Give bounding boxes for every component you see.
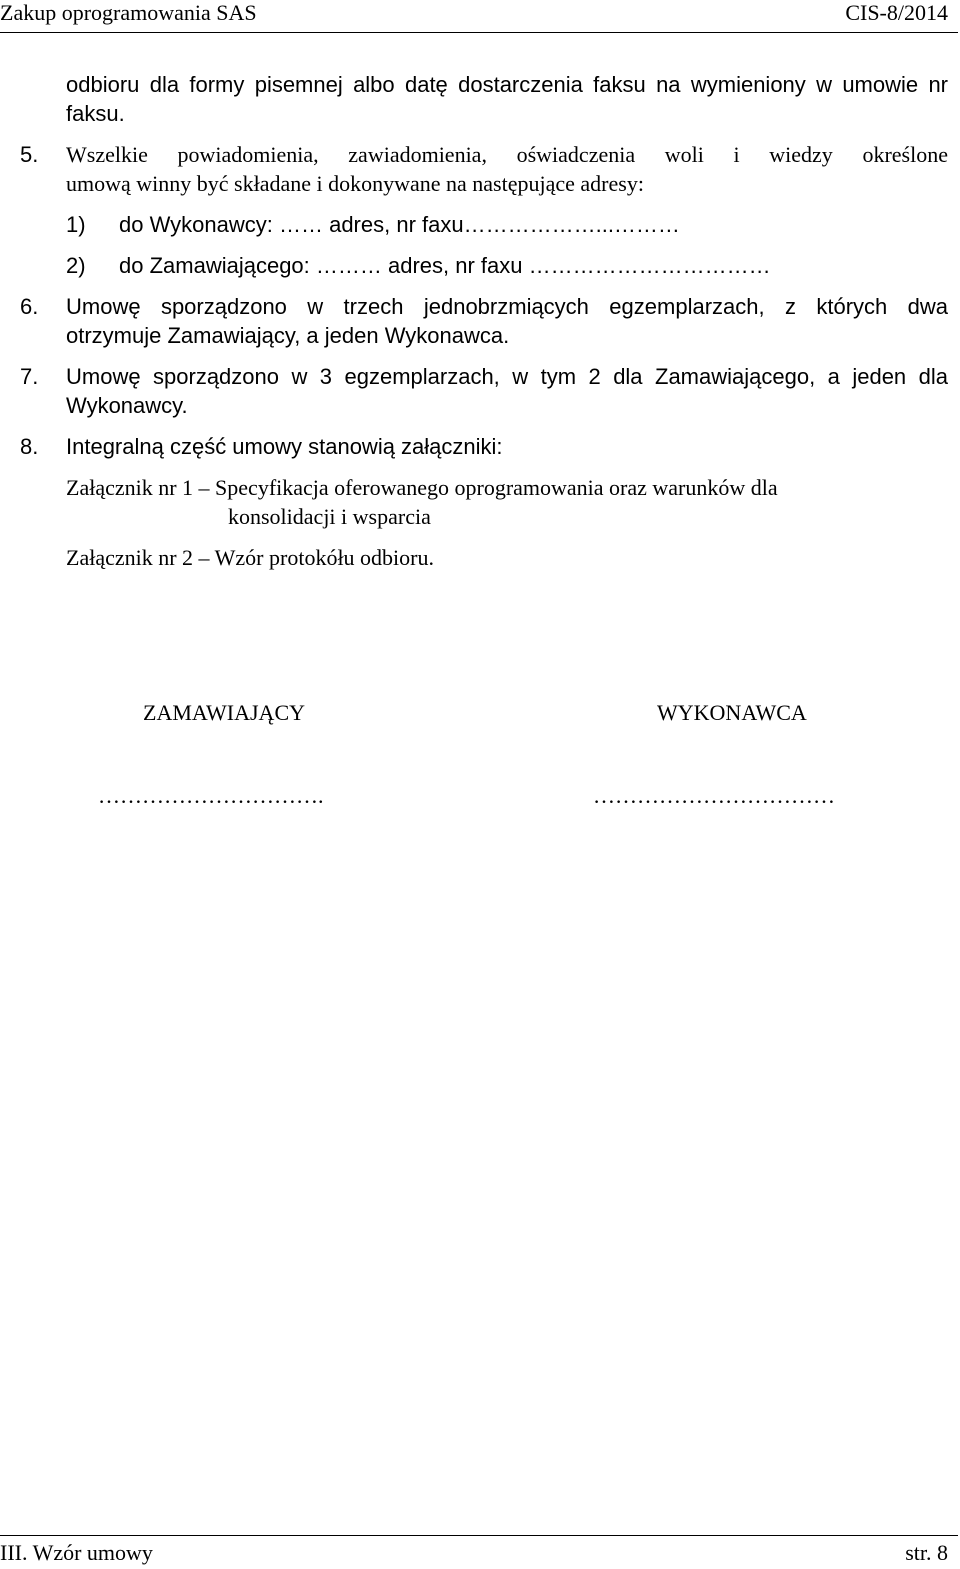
paragraph-continuation-line2: faksu. [66, 101, 125, 126]
paragraph-5-number: 5. [20, 142, 39, 167]
paragraph-7-line2: Wykonawcy. [66, 393, 188, 418]
paragraph-8-number: 8. [20, 434, 39, 459]
footer-page-number: str. 8 [905, 1540, 948, 1565]
paragraph-5-line2: umową winny być składane i dokonywane na następujące adresy: [66, 171, 644, 196]
signature-title-zamawiajacy: ZAMAWIAJĄCY [143, 700, 306, 725]
attachment-1-line2: konsolidacji i wsparcia [228, 504, 431, 529]
paragraph-6-line2: otrzymuje Zamawiający, a jeden Wykonawca. [66, 323, 510, 348]
paragraph-8-text: Integralną część umowy stanowią załączniki: [66, 434, 503, 459]
item-1-text: do Wykonawcy: …… adres, nr faxu………………...……… [119, 212, 680, 237]
paragraph-6-number: 6. [20, 294, 39, 319]
paragraph-7-number: 7. [20, 364, 39, 389]
item-2-number: 2) [66, 253, 86, 278]
attachment-1-line1: Załącznik nr 1 – Specyfikacja oferowanego oprogramowania oraz warunków dla [66, 475, 778, 500]
footer-rule [0, 1535, 958, 1536]
paragraph-6-line1: Umowę sporządzono w trzech jednobrzmiących egzemplarzach, z których dwa [66, 294, 948, 319]
item-2-text: do Zamawiającego: ……… adres, nr faxu …………………………… [119, 253, 771, 278]
signature-line-wykonawca: …………………………… [593, 783, 835, 808]
attachment-2: Załącznik nr 2 – Wzór protokółu odbioru. [66, 545, 434, 570]
footer-section-title: III. Wzór umowy [0, 1540, 153, 1565]
paragraph-5-line1: Wszelkie powiadomienia, zawiadomienia, oświadczenia woli i wiedzy określone [66, 142, 948, 167]
paragraph-7-line1: Umowę sporządzono w 3 egzemplarzach, w tym 2 dla Zamawiającego, a jeden dla [66, 364, 948, 389]
item-1-number: 1) [66, 212, 86, 237]
paragraph-continuation-line1: odbioru dla formy pisemnej albo datę dostarczenia faksu na wymieniony w umowie nr [66, 72, 948, 97]
signature-title-wykonawca: WYKONAWCA [657, 700, 807, 725]
header-title: Zakup oprogramowania SAS [0, 0, 257, 25]
header-rule [0, 32, 958, 33]
signature-line-zamawiajacy: …………………………. [98, 783, 324, 808]
page-header [0, 0, 960, 35]
header-doc-code: CIS-8/2014 [845, 0, 948, 25]
